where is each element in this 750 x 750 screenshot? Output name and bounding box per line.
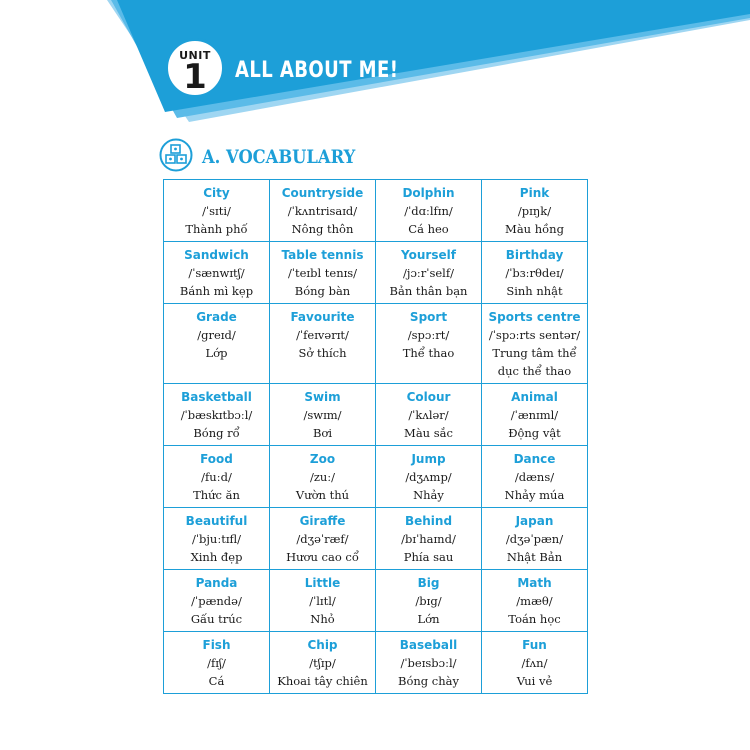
vocab-word: Sandwich	[184, 248, 249, 262]
vocab-cell	[482, 304, 588, 384]
vocab-cell	[164, 304, 270, 384]
unit-label: UNIT	[179, 49, 211, 62]
vocab-ipa: /ˈbjuːtɪfl/	[191, 532, 242, 546]
vocab-meaning: Sở thích	[298, 346, 347, 360]
vocab-cell	[270, 304, 376, 384]
vocab-meaning: Hươu cao cổ	[286, 550, 359, 564]
vocab-word: Baseball	[399, 638, 458, 652]
vocab-word: Basketball	[181, 390, 252, 404]
vocab-meaning: Bánh mì kẹp	[179, 284, 254, 298]
vocab-cell	[482, 384, 588, 446]
table-row	[164, 508, 588, 570]
vocab-ipa: /swɪm/	[303, 408, 342, 422]
vocab-ipa: /tʃɪp/	[309, 656, 336, 670]
vocab-word: Fun	[522, 638, 547, 652]
vocab-meaning: Nhỏ	[310, 612, 335, 626]
vocab-ipa: /jɔːrˈself/	[403, 266, 454, 280]
vocab-word: Favourite	[290, 310, 355, 324]
unit-title: ALL ABOUT ME!	[235, 58, 399, 83]
vocab-meaning: Khoai tây chiên	[277, 674, 368, 688]
table-row	[164, 446, 588, 508]
abc-blocks-icon	[159, 138, 193, 172]
book-page	[107, 0, 750, 750]
vocab-cell	[164, 180, 270, 242]
vocab-cell	[482, 446, 588, 508]
vocab-cell	[376, 180, 482, 242]
vocab-cell	[376, 632, 482, 694]
vocab-meaning: Phía sau	[403, 550, 454, 564]
vocab-cell	[482, 242, 588, 304]
vocab-ipa: /pɪŋk/	[517, 204, 552, 218]
vocab-word: Fish	[202, 638, 231, 652]
vocab-word: Pink	[519, 186, 550, 200]
vocab-meaning: Vui vẻ	[516, 674, 553, 688]
vocab-cell	[270, 384, 376, 446]
vocab-ipa: /spɔːrt/	[407, 328, 450, 342]
vocab-word: Grade	[196, 310, 237, 324]
table-row	[164, 384, 588, 446]
vocab-word: Big	[417, 576, 440, 590]
vocab-meaning: Lớn	[417, 612, 440, 626]
vocab-word: Sports centre	[488, 310, 581, 324]
vocab-cell	[376, 304, 482, 384]
vocab-meaning: Trung tâm thể dục thể thao	[492, 346, 577, 378]
vocab-ipa: /ˈspɔːrts sentər/	[488, 328, 581, 342]
vocab-ipa: /bɪˈhaɪnd/	[401, 532, 456, 546]
table-row	[164, 570, 588, 632]
vocab-ipa: /zuː/	[309, 470, 336, 484]
vocab-meaning: Bóng bàn	[294, 284, 351, 298]
vocab-meaning: Nhảy múa	[504, 488, 565, 502]
vocab-ipa: /ˈbæskɪtbɔːl/	[180, 408, 253, 422]
vocab-meaning: Bóng rổ	[193, 426, 240, 440]
vocab-ipa: /fɪʃ/	[207, 656, 226, 670]
vocab-ipa: /dʒʌmp/	[405, 470, 452, 484]
vocab-word: Japan	[515, 514, 554, 528]
vocab-meaning: Bóng chày	[398, 674, 459, 688]
vocab-word: Food	[200, 452, 233, 466]
vocab-cell	[376, 446, 482, 508]
vocab-ipa: /dʒəˈpæn/	[505, 532, 564, 546]
unit-badge	[165, 38, 225, 98]
vocab-word: Chip	[307, 638, 338, 652]
vocab-meaning: Vườn thú	[295, 488, 350, 502]
vocab-meaning: Gấu trúc	[190, 612, 243, 626]
table-row	[164, 304, 588, 384]
vocab-cell	[164, 508, 270, 570]
vocab-cell	[164, 446, 270, 508]
vocab-meaning: Thành phố	[185, 222, 248, 236]
vocab-ipa: /ˈbɜːrθdeɪ/	[505, 266, 564, 280]
vocab-meaning: Sinh nhật	[506, 284, 563, 298]
vocab-ipa: /ˈpændə/	[191, 594, 242, 608]
vocab-ipa: /mæθ/	[516, 594, 553, 608]
vocab-ipa: /ˈteɪbl tenɪs/	[287, 266, 358, 280]
table-row	[164, 632, 588, 694]
vocab-ipa: /greɪd/	[197, 328, 236, 342]
vocab-meaning: Bơi	[312, 426, 333, 440]
vocab-cell	[376, 508, 482, 570]
vocab-word: Dance	[513, 452, 556, 466]
table-row	[164, 242, 588, 304]
vocab-word: Dolphin	[402, 186, 455, 200]
table-row	[164, 180, 588, 242]
vocab-cell	[164, 632, 270, 694]
vocab-ipa: /ˈlɪtl/	[309, 594, 336, 608]
vocab-word: Colour	[406, 390, 451, 404]
vocab-cell	[164, 570, 270, 632]
vocab-ipa: /dæns/	[514, 470, 555, 484]
vocab-word: Table tennis	[281, 248, 364, 262]
vocab-meaning: Xinh đẹp	[190, 550, 243, 564]
vocab-word: Little	[304, 576, 341, 590]
vocab-word: City	[203, 186, 230, 200]
vocab-ipa: /ˈfeɪvərɪt/	[296, 328, 349, 342]
vocab-word: Panda	[195, 576, 238, 590]
vocab-word: Swim	[304, 390, 341, 404]
vocab-meaning: Màu hồng	[505, 222, 564, 236]
vocab-meaning: Thể thao	[402, 346, 455, 360]
unit-number: 1	[183, 57, 207, 97]
vocab-meaning: Bản thân bạn	[389, 284, 468, 298]
vocab-word: Countryside	[281, 186, 364, 200]
vocab-ipa: /ˈsænwɪtʃ/	[188, 266, 245, 280]
vocab-cell	[270, 242, 376, 304]
vocab-word: Birthday	[505, 248, 564, 262]
vocab-meaning: Nông thôn	[291, 222, 354, 236]
vocab-word: Yourself	[401, 248, 456, 262]
vocab-word: Jump	[411, 452, 446, 466]
vocab-meaning: Toán học	[508, 612, 561, 626]
vocab-meaning: Nhảy	[413, 488, 444, 502]
vocab-word: Sport	[409, 310, 448, 324]
vocab-meaning: Nhật Bản	[506, 550, 563, 564]
vocab-cell	[270, 446, 376, 508]
vocab-cell	[482, 508, 588, 570]
vocab-word: Beautiful	[185, 514, 248, 528]
vocab-cell	[164, 384, 270, 446]
vocab-ipa: /dʒəˈræf/	[296, 532, 349, 546]
vocab-meaning: Màu sắc	[404, 426, 453, 440]
vocab-cell	[482, 632, 588, 694]
vocab-cell	[376, 242, 482, 304]
vocab-ipa: /ˈsɪti/	[202, 204, 231, 218]
vocab-word: Giraffe	[299, 514, 346, 528]
vocab-ipa: /ˈkʌlər/	[408, 408, 449, 422]
vocab-ipa: /ˈkʌntrisaɪd/	[287, 204, 358, 218]
vocab-ipa: /ˈænɪml/	[510, 408, 559, 422]
vocabulary-table	[163, 179, 588, 694]
vocab-word: Math	[517, 576, 552, 590]
vocab-cell	[482, 570, 588, 632]
vocab-cell	[376, 384, 482, 446]
vocab-word: Animal	[511, 390, 558, 404]
vocab-cell	[270, 632, 376, 694]
vocab-word: Zoo	[309, 452, 336, 466]
vocab-cell	[270, 180, 376, 242]
vocab-ipa: /ˈdɑːlfɪn/	[404, 204, 453, 218]
vocab-meaning: Cá	[208, 674, 225, 688]
vocab-ipa: /bɪg/	[415, 594, 442, 608]
vocab-ipa: /ˈbeɪsbɔːl/	[400, 656, 457, 670]
vocab-meaning: Lớp	[205, 346, 228, 360]
vocab-meaning: Cá heo	[408, 222, 449, 236]
vocab-meaning: Thức ăn	[193, 488, 240, 502]
vocab-meaning: Động vật	[508, 426, 561, 440]
vocab-word: Behind	[404, 514, 453, 528]
vocab-ipa: /fʌn/	[521, 656, 548, 670]
vocab-cell	[482, 180, 588, 242]
vocab-cell	[376, 570, 482, 632]
vocab-cell	[270, 508, 376, 570]
vocab-cell	[164, 242, 270, 304]
vocab-cell	[270, 570, 376, 632]
vocab-ipa: /fuːd/	[201, 470, 232, 484]
section-title: A. VOCABULARY	[202, 146, 356, 168]
